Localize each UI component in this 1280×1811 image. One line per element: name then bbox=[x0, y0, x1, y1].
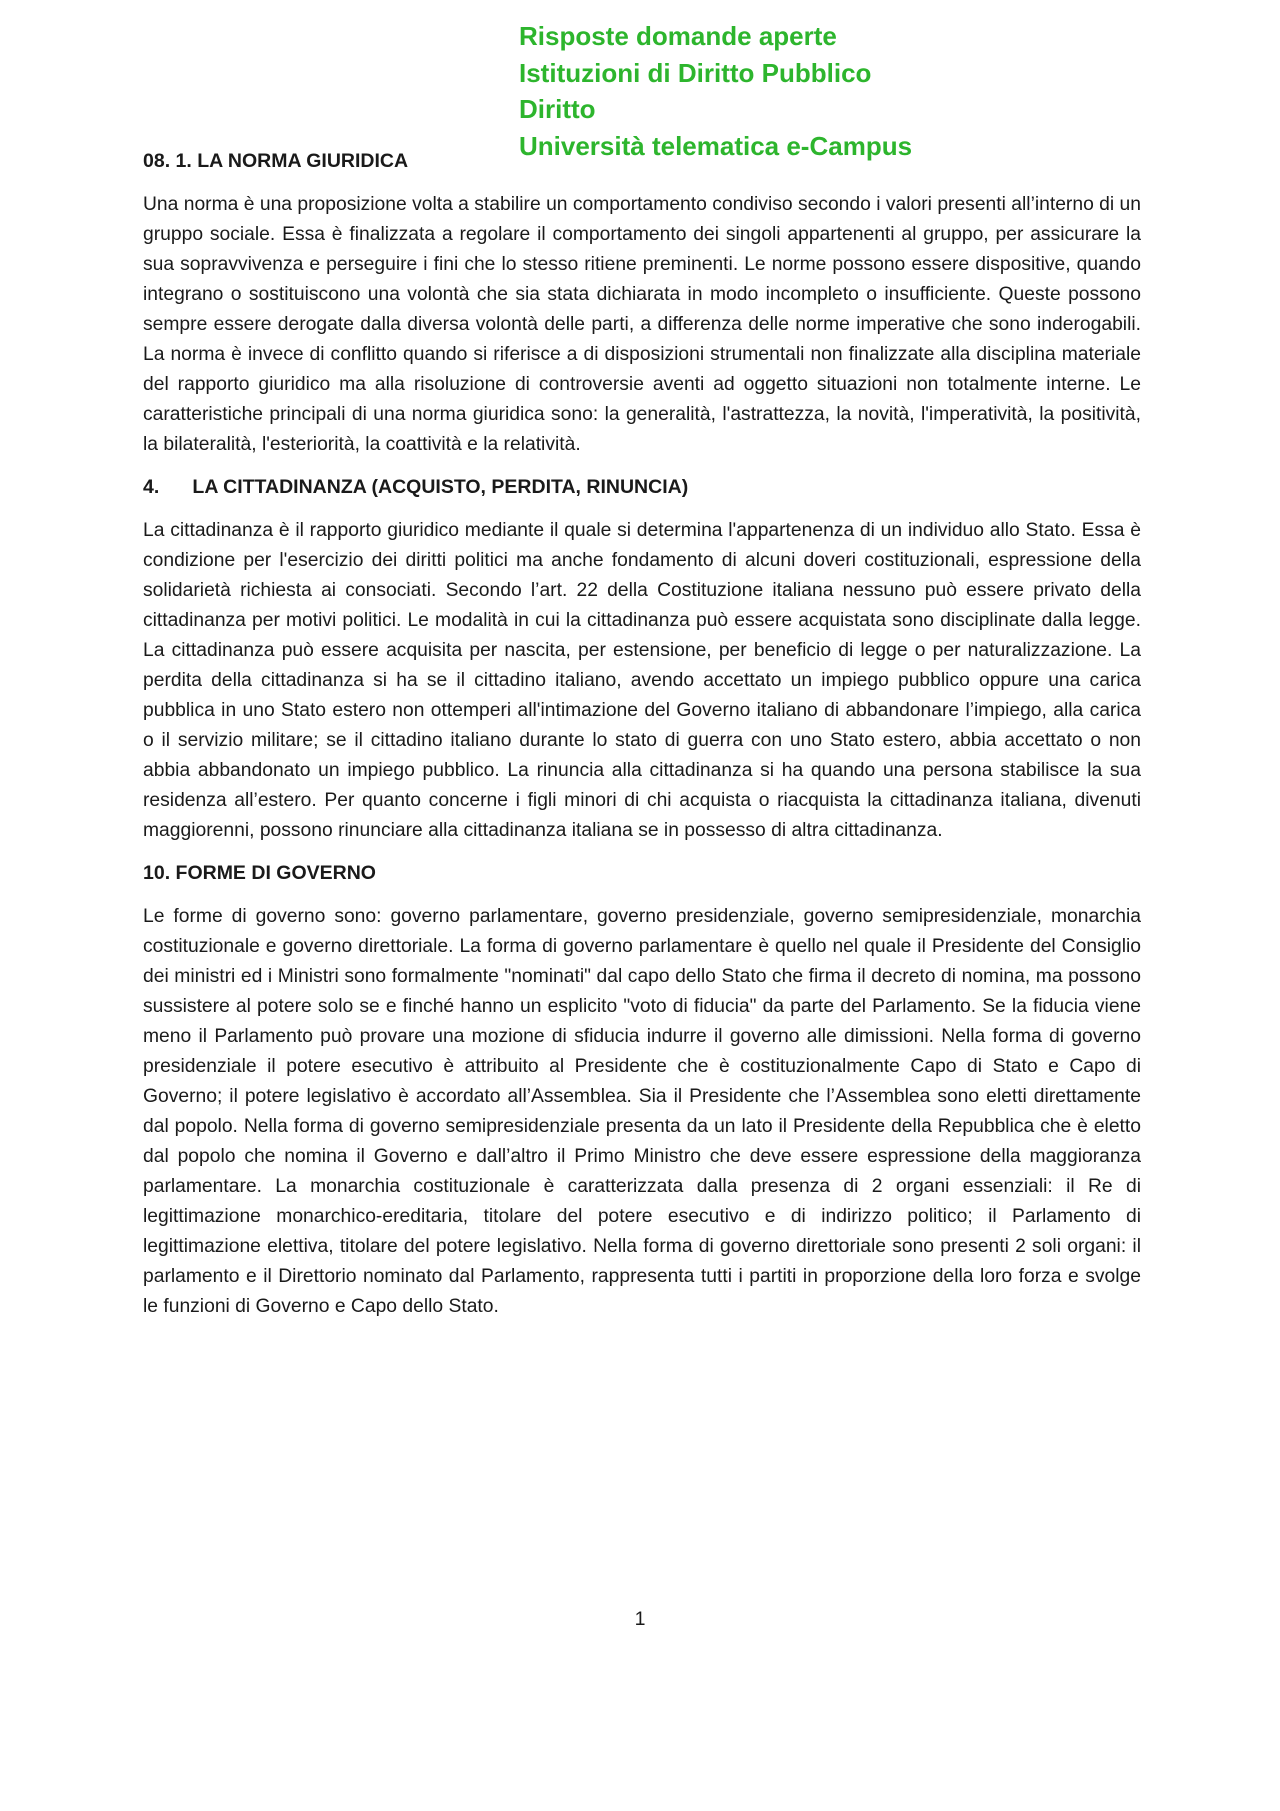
header-title: Risposte domande aperte bbox=[519, 21, 837, 51]
header-subject: Diritto bbox=[519, 94, 596, 124]
section-paragraph-norma: Una norma è una proposizione volta a stabilire un comportamento condiviso secondo i valori presenti all’interno di un gruppo sociale. Essa è finalizzata a regolare il comportamento dei singoli appartenenti al gruppo, per assicurare la sua sopravvivenza e perseguire i fini che lo stesso ritiene preminenti. Le norme possono essere dispositive, quando integrano o sostituiscono una volontà che sia stata dichiarata in modo incompleto o insufficiente. Queste possono sempre essere derogate dalla diversa volontà delle parti, a differenza delle norme imperative che sono inderogabili. La norma è invece di conflitto quando si riferisce a di disposizioni strumentali non finalizzate alla disciplina materiale del rapporto giuridico ma alla risoluzione di controversie aventi ad oggetto situazioni non totalmente interne. Le caratteristiche principali di una norma giuridica sono: la generalità, l'astrattezza, la novità, l'imperatività, la positività, la bilateralità, l'esteriorità, la coattività e la relatività. bbox=[143, 194, 1141, 455]
section-title: FORME DI GOVERNO bbox=[175, 862, 376, 884]
section-title: LA CITTADINANZA (ACQUISTO, PERDITA, RINUNCIA) bbox=[192, 476, 689, 498]
section-number: 10. bbox=[143, 862, 171, 884]
section-number: 08. 1. bbox=[143, 150, 192, 172]
section-heading-cittadinanza bbox=[143, 472, 1141, 502]
section-paragraph-cittadinanza: La cittadinanza è il rapporto giuridico mediante il quale si determina l'appartenenza di un individuo allo Stato. Essa è condizione per l'esercizio dei diritti politici ma anche fondamento di alcuni doveri costituzionali, espressione della solidarietà richiesta ai consociati. Secondo l’art. 22 della Costituzione italiana nessuno può essere privato della cittadinanza per motivi politici. Le modalità in cui la cittadinanza può essere acquistata sono disciplinate dalla legge. La cittadinanza può essere acquisita per nascita, per estensione, per beneficio di legge o per naturalizzazione. La perdita della cittadinanza si ha se il cittadino italiano, avendo accettato un impiego pubblico oppure una carica pubblica in uno Stato estero non ottemperi all'intimazione del Governo italiano di abbandonare l’impiego, alla carica o il servizio militare; se il cittadino italiano durante lo stato di guerra con uno Stato estero, abbia accettato o non abbia abbandonato un impiego pubblico. La rinuncia alla cittadinanza si ha quando una persona stabilisce la sua residenza all’estero. Per quanto concerne i figli minori di chi acquista o riacquista la cittadinanza italiana, divenuti maggiorenni, possono rinunciare alla cittadinanza italiana se in possesso di altra cittadinanza. bbox=[143, 520, 1141, 841]
section-heading-forme-governo bbox=[143, 858, 1141, 888]
section-number: 4. bbox=[143, 476, 160, 498]
section-heading-norma bbox=[143, 146, 1141, 176]
document-body bbox=[143, 146, 1141, 1334]
header-university: Università telematica e-Campus bbox=[519, 130, 913, 161]
header-course: Istituzioni di Diritto Pubblico bbox=[519, 57, 872, 88]
page-number: 1 bbox=[634, 1608, 646, 1630]
document-header bbox=[519, 18, 1079, 164]
section-paragraph-forme-governo: Le forme di governo sono: governo parlamentare, governo presidenziale, governo semipresidenziale, monarchia costituzionale e governo direttoriale. La forma di governo parlamentare è quello nel quale il Presidente del Consiglio dei ministri ed i Ministri sono formalmente "nominati" dal capo dello Stato che firma il decreto di nomina, ma possono sussistere al potere solo se e finché hanno un esplicito "voto di fiducia" da parte del Parlamento. Se la fiducia viene meno il Parlamento può provare una mozione di sfiducia indurre il governo alle dimissioni. Nella forma di governo presidenziale il potere esecutivo è attribuito al Presidente che è costituzionalmente Capo di Stato e Capo di Governo; il potere legislativo è accordato all’Assemblea. Sia il Presidente che l’Assemblea sono eletti direttamente dal popolo. Nella forma di governo semipresidenziale presenta da un lato il Presidente della Repubblica che è eletto dal popolo che nomina il Governo e dall’altro il Primo Ministro che deve essere espressione della maggioranza parlamentare. La monarchia costituzionale è caratterizzata dalla presenza di 2 organi essenziali: il Re di legittimazione monarchico-ereditaria, titolare del potere esecutivo e di indirizzo politico; il Parlamento di legittimazione elettiva, titolare del potere legislativo. Nella forma di governo direttoriale sono presenti 2 soli organi: il parlamento e il Direttorio nominato dal Parlamento, rappresenta tutti i partiti in proporzione della loro forza e svolge le funzioni di Governo e Capo dello Stato. bbox=[143, 906, 1141, 1317]
section-title: LA NORMA GIURIDICA bbox=[197, 150, 409, 172]
